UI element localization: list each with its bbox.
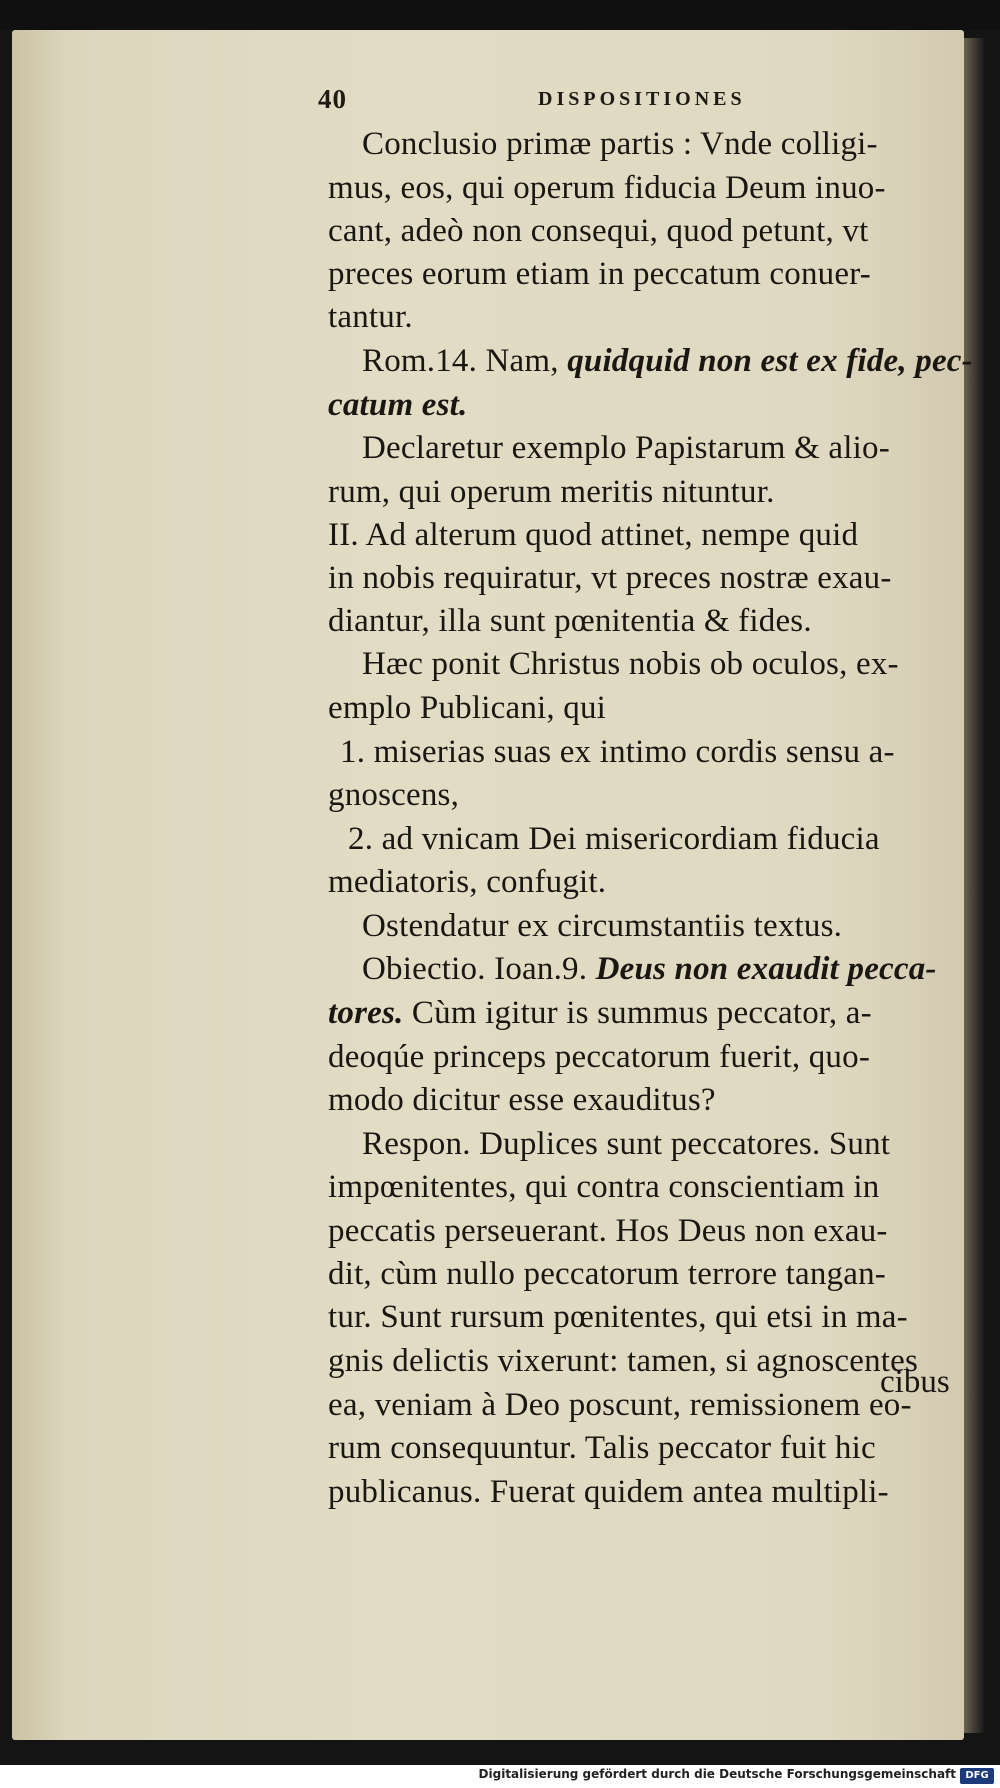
- text-line: [328, 1339, 918, 1383]
- text-line: [328, 991, 872, 1035]
- text-line: [328, 252, 871, 296]
- running-head: [0, 84, 1000, 114]
- dfg-logo-text: DFG: [965, 1770, 989, 1781]
- text-line: [340, 730, 895, 774]
- text-line: [328, 1470, 889, 1514]
- text-line: [362, 122, 878, 166]
- text-line: [348, 817, 880, 861]
- text-line: [328, 166, 886, 210]
- text-line: [362, 426, 890, 470]
- funding-notice: Digitalisierung gefördert durch die Deutsche Forschungsgemeinschaft: [478, 1767, 956, 1781]
- line-text: ea, veniam à Deo poscunt, remissionem eo-: [328, 1387, 912, 1423]
- line-text: impœnitentes, qui contra conscientiam in: [328, 1169, 880, 1205]
- line-text: rum consequuntur. Talis peccator fuit hic: [328, 1430, 876, 1466]
- text-line: [328, 1252, 886, 1296]
- line-text: tantur.: [328, 299, 413, 335]
- italic-quote: tores.: [328, 995, 404, 1031]
- line-text: Obiectio. Ioan.9.: [362, 951, 596, 987]
- page-edge: [964, 38, 984, 1733]
- running-title: DISPOSITIONES: [538, 88, 746, 110]
- catchword: cibus: [880, 1364, 950, 1400]
- scan-border: [0, 0, 1000, 30]
- text-line: [328, 470, 775, 514]
- line-text: Hæc ponit Christus nobis ob oculos, ex-: [362, 646, 899, 682]
- italic-quote: catum est.: [328, 387, 468, 423]
- line-text: in nobis requiratur, vt preces nostræ exau-: [328, 560, 892, 596]
- line-text: Declaretur exemplo Papistarum & alio-: [362, 430, 890, 466]
- line-text: diantur, illa sunt pœnitentia & fides.: [328, 603, 812, 639]
- text-line: [328, 513, 858, 557]
- text-line: [328, 1165, 879, 1209]
- line-text: gnoscens,: [328, 777, 460, 813]
- line-text: cant, adeò non consequi, quod petunt, vt: [328, 213, 869, 249]
- line-text: preces eorum etiam in peccatum conuer-: [328, 256, 871, 292]
- line-text: Conclusio primæ partis : Vnde colligi-: [362, 126, 878, 162]
- line-text: Respon. Duplices sunt peccatores. Sunt: [362, 1126, 891, 1162]
- text-line: [328, 686, 606, 730]
- line-text: mus, eos, qui operum fiducia Deum inuo-: [328, 170, 886, 206]
- text-line: [362, 339, 973, 383]
- text-line: [362, 1122, 890, 1166]
- line-text: tur. Sunt rursum pœnitentes, qui etsi in ma-: [328, 1299, 908, 1335]
- text-line: [328, 209, 868, 253]
- line-text: gnis delictis vixerunt: tamen, si agnoscentes: [328, 1343, 919, 1379]
- line-text: deoqúe princeps peccatorum fuerit, quo-: [328, 1039, 871, 1075]
- line-text: mediatoris, confugit.: [328, 864, 607, 900]
- page-number: 40: [318, 84, 347, 114]
- line-text: II. Ad alterum quod attinet, nempe quid: [328, 517, 859, 553]
- line-text: peccatis perseuerant. Hos Deus non exau-: [328, 1213, 888, 1249]
- text-line: [328, 1295, 908, 1339]
- text-line: [328, 556, 892, 600]
- text-line: [362, 642, 899, 686]
- text-line: [328, 295, 413, 339]
- text-line: [328, 383, 468, 427]
- dfg-logo: [960, 1768, 994, 1784]
- line-text: modo dicitur esse exauditus?: [328, 1082, 716, 1118]
- line-text: Rom.14. Nam,: [362, 343, 568, 379]
- line-text: Cùm igitur is summus peccator, a-: [403, 995, 872, 1031]
- line-text: emplo Publicani, qui: [328, 690, 607, 726]
- line-text: publicanus. Fuerat quidem antea multipli-: [328, 1474, 889, 1510]
- line-text: 1. miserias suas ex intimo cordis sensu a-: [340, 734, 895, 770]
- italic-quote: Deus non exaudit pecca-: [595, 951, 937, 987]
- line-text: rum, qui operum meritis nituntur.: [328, 474, 775, 510]
- text-line: [328, 773, 459, 817]
- text-line: [362, 947, 937, 991]
- text-line: [328, 1078, 716, 1122]
- line-text: Ostendatur ex circumstantiis textus.: [362, 908, 843, 944]
- line-text: dit, cùm nullo peccatorum terrore tangan-: [328, 1256, 886, 1292]
- text-line: [328, 1035, 870, 1079]
- text-line: [328, 1426, 876, 1470]
- italic-quote: quidquid non est ex fide, pec-: [567, 343, 973, 379]
- text-line: [328, 599, 812, 643]
- text-line: [328, 1209, 888, 1253]
- digitization-footer: [0, 1765, 1000, 1788]
- text-line: [362, 904, 842, 948]
- text-line: [328, 1383, 912, 1427]
- line-text: 2. ad vnicam Dei misericordiam fiducia: [348, 821, 880, 857]
- text-line: [328, 860, 606, 904]
